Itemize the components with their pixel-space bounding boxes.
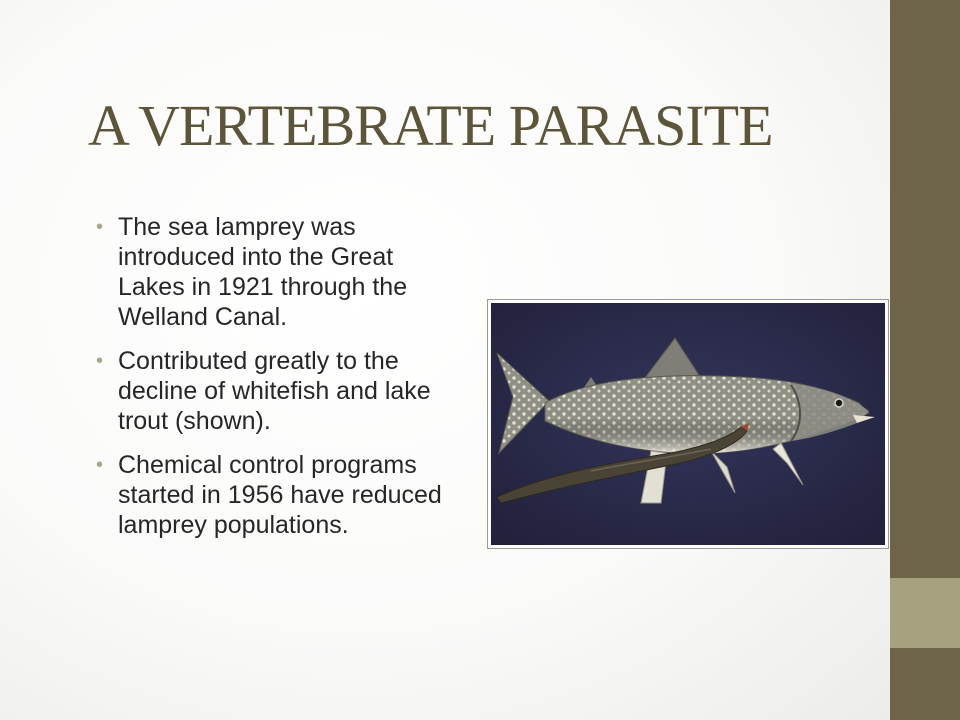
- slide-title: A VERTEBRATE PARASITE: [88, 93, 773, 158]
- bullet-item: [96, 450, 466, 540]
- fish-illustration: [491, 303, 885, 545]
- bullet-dot-icon: •: [96, 454, 104, 476]
- trout-lamprey-photo: [488, 300, 888, 548]
- bullet-dot-icon: •: [96, 216, 104, 238]
- sidebar-accent-block: [890, 578, 960, 648]
- fish-eye: [835, 399, 843, 407]
- bullet-item: [96, 346, 466, 436]
- bullet-text: Contributed greatly to the decline of whitefish and lake trout (shown).: [118, 347, 431, 435]
- bullet-text: The sea lamprey was introduced into the Great Lakes in 1921 through the Welland Canal.: [118, 213, 408, 331]
- bullet-list: [96, 212, 466, 554]
- bullet-dot-icon: •: [96, 350, 104, 372]
- bullet-text: Chemical control programs started in 1956 have reduced lamprey populations.: [118, 451, 442, 539]
- bullet-item: [96, 212, 466, 332]
